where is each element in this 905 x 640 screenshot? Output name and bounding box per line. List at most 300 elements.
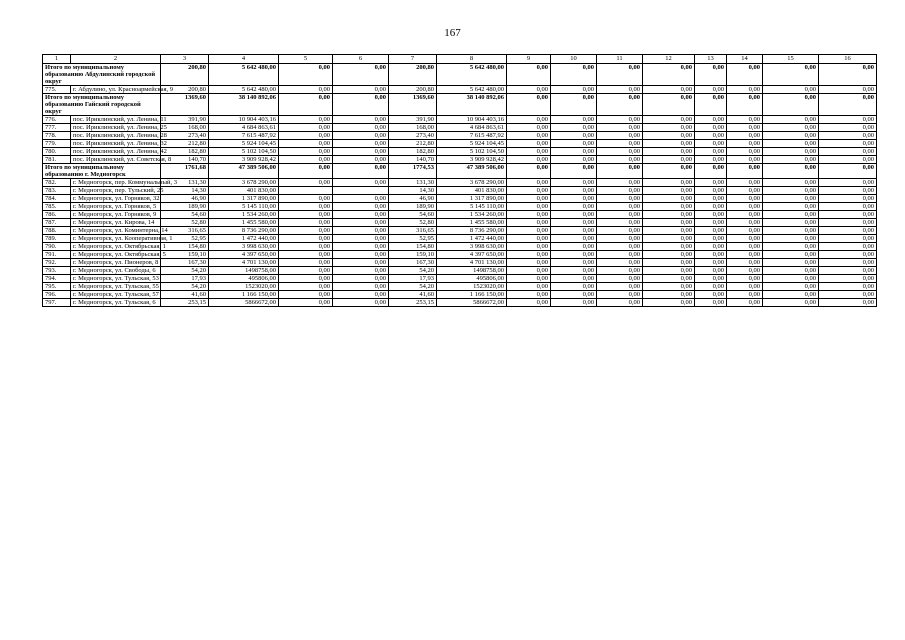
value-cell: 0,00 — [551, 219, 597, 227]
value-cell: 5 102 104,50 — [209, 148, 279, 156]
value-cell: 1 166 150,00 — [209, 291, 279, 299]
column-number-header: 14 — [727, 55, 763, 64]
value-cell: 401 830,00 — [437, 187, 507, 195]
value-cell: 0,00 — [333, 179, 389, 187]
value-cell: 0,00 — [279, 124, 333, 132]
row-index: 776. — [43, 116, 71, 124]
value-cell: 0,00 — [643, 148, 695, 156]
address-cell: пос. Ириклинский, ул. Ленина, 42 — [71, 148, 161, 156]
value-cell: 0,00 — [695, 64, 727, 86]
row-index: 788. — [43, 227, 71, 235]
value-cell: 0,00 — [727, 124, 763, 132]
value-cell: 0,00 — [643, 64, 695, 86]
value-cell: 0,00 — [551, 291, 597, 299]
value-cell: 391,90 — [161, 116, 209, 124]
value-cell: 3 909 928,42 — [437, 156, 507, 164]
value-cell: 7 615 487,92 — [209, 132, 279, 140]
page-number: 167 — [444, 27, 461, 39]
value-cell: 0,00 — [597, 267, 643, 275]
value-cell: 0,00 — [763, 195, 819, 203]
row-index: 783. — [43, 187, 71, 195]
value-cell: 0,00 — [551, 179, 597, 187]
value-cell: 1523020,00 — [209, 283, 279, 291]
value-cell: 1523020,00 — [437, 283, 507, 291]
table-row — [43, 243, 877, 251]
value-cell: 131,30 — [161, 179, 209, 187]
value-cell: 0,00 — [597, 124, 643, 132]
value-cell: 0,00 — [279, 203, 333, 211]
value-cell: 154,80 — [161, 243, 209, 251]
value-cell: 0,00 — [727, 267, 763, 275]
value-cell: 0,00 — [819, 164, 877, 179]
value-cell: 0,00 — [279, 94, 333, 116]
value-cell: 0,00 — [551, 86, 597, 94]
address-cell: г. Медногорск, ул. Тульская, 57 — [71, 291, 161, 299]
value-cell: 0,00 — [551, 64, 597, 86]
row-index: 782. — [43, 179, 71, 187]
value-cell: 0,00 — [279, 283, 333, 291]
column-number-header: 3 — [161, 55, 209, 64]
column-number-header: 10 — [551, 55, 597, 64]
value-cell: 0,00 — [333, 219, 389, 227]
value-cell: 0,00 — [763, 267, 819, 275]
value-cell: 159,10 — [161, 251, 209, 259]
table-row — [43, 116, 877, 124]
value-cell: 0,00 — [727, 156, 763, 164]
table-row — [43, 156, 877, 164]
value-cell: 0,00 — [763, 299, 819, 307]
value-cell: 14,30 — [389, 187, 437, 195]
row-index: 794. — [43, 275, 71, 283]
value-cell: 0,00 — [727, 148, 763, 156]
value-cell: 0,00 — [507, 211, 551, 219]
value-cell: 0,00 — [763, 259, 819, 267]
value-cell: 0,00 — [597, 148, 643, 156]
value-cell: 0,00 — [279, 291, 333, 299]
value-cell: 5 924 104,45 — [209, 140, 279, 148]
value-cell: 52,95 — [389, 235, 437, 243]
value-cell: 0,00 — [695, 124, 727, 132]
value-cell: 0,00 — [597, 219, 643, 227]
value-cell: 0,00 — [643, 132, 695, 140]
value-cell: 167,30 — [161, 259, 209, 267]
value-cell: 140,70 — [161, 156, 209, 164]
value-cell: 0,00 — [551, 227, 597, 235]
value-cell: 0,00 — [507, 64, 551, 86]
address-cell: г. Медногорск, ул. Горняков, 9 — [71, 211, 161, 219]
value-cell — [333, 187, 389, 195]
row-index: 778. — [43, 132, 71, 140]
value-cell: 0,00 — [597, 140, 643, 148]
value-cell: 0,00 — [279, 235, 333, 243]
value-cell: 5866672,00 — [209, 299, 279, 307]
value-cell: 0,00 — [597, 195, 643, 203]
value-cell: 0,00 — [727, 164, 763, 179]
subtotal-label: Итого по муниципальному образованию г. Медногорск — [43, 164, 161, 179]
value-cell: 1 534 260,00 — [437, 211, 507, 219]
value-cell: 0,00 — [643, 251, 695, 259]
value-cell: 401 830,00 — [209, 187, 279, 195]
value-cell: 0,00 — [279, 156, 333, 164]
value-cell: 0,00 — [695, 195, 727, 203]
value-cell: 46,90 — [161, 195, 209, 203]
value-cell: 0,00 — [763, 291, 819, 299]
value-cell: 273,40 — [161, 132, 209, 140]
value-cell: 0,00 — [551, 211, 597, 219]
value-cell: 0,00 — [763, 203, 819, 211]
value-cell: 495806,00 — [209, 275, 279, 283]
value-cell: 0,00 — [819, 140, 877, 148]
value-cell: 0,00 — [507, 235, 551, 243]
value-cell: 0,00 — [763, 227, 819, 235]
value-cell: 0,00 — [763, 219, 819, 227]
subtotal-label: Итого по муниципальному образованию Абдулинский городской округ — [43, 64, 161, 86]
column-number-header: 1 — [43, 55, 71, 64]
table-row — [43, 86, 877, 94]
value-cell: 0,00 — [551, 235, 597, 243]
value-cell: 0,00 — [695, 164, 727, 179]
value-cell: 0,00 — [551, 124, 597, 132]
value-cell: 8 736 290,00 — [209, 227, 279, 235]
address-cell: г. Медногорск, ул. Тульская, 6 — [71, 299, 161, 307]
value-cell: 0,00 — [643, 211, 695, 219]
value-cell: 0,00 — [695, 132, 727, 140]
table-row — [43, 132, 877, 140]
value-cell: 0,00 — [695, 243, 727, 251]
value-cell: 0,00 — [279, 267, 333, 275]
value-cell: 0,00 — [819, 179, 877, 187]
value-cell: 7 615 487,92 — [437, 132, 507, 140]
value-cell: 0,00 — [763, 132, 819, 140]
value-cell: 5 102 104,50 — [437, 148, 507, 156]
value-cell: 1 166 150,00 — [437, 291, 507, 299]
column-number-header: 13 — [695, 55, 727, 64]
value-cell: 0,00 — [333, 299, 389, 307]
value-cell: 0,00 — [819, 291, 877, 299]
value-cell: 1 472 440,00 — [437, 235, 507, 243]
value-cell: 0,00 — [507, 156, 551, 164]
value-cell: 0,00 — [551, 132, 597, 140]
value-cell: 0,00 — [819, 275, 877, 283]
value-cell: 0,00 — [643, 243, 695, 251]
value-cell: 52,95 — [161, 235, 209, 243]
value-cell: 0,00 — [643, 94, 695, 116]
register-table — [42, 54, 877, 307]
value-cell: 0,00 — [727, 187, 763, 195]
value-cell: 0,00 — [763, 187, 819, 195]
value-cell: 0,00 — [643, 259, 695, 267]
table-row — [43, 275, 877, 283]
value-cell: 1 455 580,00 — [209, 219, 279, 227]
value-cell: 0,00 — [763, 275, 819, 283]
value-cell: 189,90 — [161, 203, 209, 211]
address-cell: г. Абдулино, ул. Красноармейская, 9 — [71, 86, 161, 94]
value-cell: 0,00 — [763, 283, 819, 291]
value-cell: 0,00 — [727, 235, 763, 243]
value-cell: 0,00 — [695, 211, 727, 219]
address-cell: г. Медногорск, ул. Кирова, 14 — [71, 219, 161, 227]
value-cell: 0,00 — [819, 86, 877, 94]
value-cell: 0,00 — [597, 259, 643, 267]
row-index: 795. — [43, 283, 71, 291]
column-number-header: 11 — [597, 55, 643, 64]
value-cell: 0,00 — [695, 116, 727, 124]
value-cell: 168,00 — [389, 124, 437, 132]
value-cell: 0,00 — [643, 283, 695, 291]
table-body — [43, 64, 877, 307]
value-cell: 0,00 — [763, 94, 819, 116]
value-cell: 0,00 — [643, 203, 695, 211]
value-cell: 0,00 — [507, 275, 551, 283]
column-number-header: 8 — [437, 55, 507, 64]
address-cell: пос. Ириклинский, ул. Ленина, 28 — [71, 132, 161, 140]
value-cell: 5 924 104,45 — [437, 140, 507, 148]
value-cell: 0,00 — [333, 235, 389, 243]
value-cell: 0,00 — [279, 140, 333, 148]
value-cell: 54,20 — [389, 267, 437, 275]
value-cell: 0,00 — [279, 164, 333, 179]
value-cell: 4 684 863,61 — [437, 124, 507, 132]
value-cell: 0,00 — [695, 140, 727, 148]
value-cell: 5 642 480,00 — [209, 86, 279, 94]
value-cell: 0,00 — [597, 64, 643, 86]
value-cell: 495806,00 — [437, 275, 507, 283]
value-cell: 0,00 — [819, 94, 877, 116]
value-cell: 0,00 — [643, 235, 695, 243]
value-cell: 5 145 110,00 — [437, 203, 507, 211]
value-cell: 14,30 — [161, 187, 209, 195]
row-index: 790. — [43, 243, 71, 251]
value-cell: 0,00 — [727, 227, 763, 235]
value-cell: 0,00 — [507, 164, 551, 179]
value-cell: 0,00 — [695, 291, 727, 299]
value-cell: 3 998 630,00 — [437, 243, 507, 251]
value-cell: 4 397 650,00 — [209, 251, 279, 259]
value-cell: 3 998 630,00 — [209, 243, 279, 251]
value-cell: 0,00 — [643, 275, 695, 283]
row-index: 787. — [43, 219, 71, 227]
value-cell: 52,80 — [161, 219, 209, 227]
value-cell: 1 317 890,00 — [437, 195, 507, 203]
value-cell: 0,00 — [333, 156, 389, 164]
value-cell: 0,00 — [695, 259, 727, 267]
value-cell: 0,00 — [763, 211, 819, 219]
row-index: 793. — [43, 267, 71, 275]
value-cell: 0,00 — [763, 116, 819, 124]
address-cell: г. Медногорск, ул. Свободы, 6 — [71, 267, 161, 275]
value-cell: 182,80 — [389, 148, 437, 156]
value-cell: 0,00 — [507, 291, 551, 299]
value-cell: 0,00 — [819, 219, 877, 227]
value-cell: 273,40 — [389, 132, 437, 140]
address-cell: г. Медногорск, пер. Коммунальный, 3 — [71, 179, 161, 187]
value-cell: 0,00 — [695, 235, 727, 243]
table-row — [43, 203, 877, 211]
value-cell: 0,00 — [333, 94, 389, 116]
value-cell: 0,00 — [727, 195, 763, 203]
value-cell: 0,00 — [727, 299, 763, 307]
value-cell: 0,00 — [819, 124, 877, 132]
value-cell: 0,00 — [763, 140, 819, 148]
value-cell: 0,00 — [695, 187, 727, 195]
value-cell: 0,00 — [819, 64, 877, 86]
column-number-header: 12 — [643, 55, 695, 64]
table-row — [43, 124, 877, 132]
value-cell: 0,00 — [695, 156, 727, 164]
row-index: 791. — [43, 251, 71, 259]
value-cell: 54,60 — [389, 211, 437, 219]
value-cell: 0,00 — [279, 227, 333, 235]
value-cell: 0,00 — [643, 187, 695, 195]
value-cell: 0,00 — [727, 94, 763, 116]
value-cell: 0,00 — [695, 203, 727, 211]
value-cell: 0,00 — [727, 243, 763, 251]
value-cell: 1369,60 — [389, 94, 437, 116]
value-cell: 253,15 — [161, 299, 209, 307]
row-index: 777. — [43, 124, 71, 132]
value-cell: 0,00 — [333, 243, 389, 251]
value-cell: 0,00 — [643, 299, 695, 307]
address-cell: пос. Ириклинский, ул. Ленина, 25 — [71, 124, 161, 132]
value-cell: 0,00 — [695, 283, 727, 291]
value-cell: 0,00 — [763, 148, 819, 156]
value-cell: 0,00 — [695, 86, 727, 94]
value-cell: 0,00 — [551, 94, 597, 116]
value-cell: 3 909 928,42 — [209, 156, 279, 164]
value-cell: 0,00 — [597, 227, 643, 235]
value-cell: 0,00 — [551, 116, 597, 124]
value-cell: 0,00 — [727, 211, 763, 219]
value-cell: 0,00 — [695, 219, 727, 227]
address-cell: г. Медногорск, ул. Горняков, 5 — [71, 203, 161, 211]
table-row — [43, 187, 877, 195]
row-index: 797. — [43, 299, 71, 307]
value-cell: 0,00 — [333, 275, 389, 283]
value-cell: 0,00 — [643, 219, 695, 227]
value-cell: 0,00 — [643, 164, 695, 179]
value-cell: 5 642 480,00 — [437, 64, 507, 86]
row-index: 796. — [43, 291, 71, 299]
value-cell: 0,00 — [763, 179, 819, 187]
value-cell: 0,00 — [507, 124, 551, 132]
value-cell: 0,00 — [279, 299, 333, 307]
table-row — [43, 251, 877, 259]
value-cell: 54,20 — [389, 283, 437, 291]
value-cell: 1 455 580,00 — [437, 219, 507, 227]
value-cell: 0,00 — [819, 259, 877, 267]
value-cell: 0,00 — [643, 267, 695, 275]
value-cell: 0,00 — [819, 299, 877, 307]
value-cell: 0,00 — [333, 259, 389, 267]
value-cell: 0,00 — [819, 187, 877, 195]
table-row — [43, 283, 877, 291]
value-cell: 0,00 — [727, 86, 763, 94]
value-cell: 0,00 — [597, 164, 643, 179]
value-cell: 0,00 — [507, 267, 551, 275]
value-cell: 0,00 — [597, 156, 643, 164]
table-row — [43, 267, 877, 275]
value-cell: 0,00 — [333, 267, 389, 275]
value-cell: 5 642 480,00 — [437, 86, 507, 94]
value-cell: 168,00 — [161, 124, 209, 132]
value-cell: 0,00 — [279, 219, 333, 227]
value-cell: 0,00 — [763, 124, 819, 132]
value-cell: 154,80 — [389, 243, 437, 251]
value-cell: 0,00 — [279, 64, 333, 86]
value-cell: 0,00 — [279, 195, 333, 203]
row-index: 781. — [43, 156, 71, 164]
value-cell: 0,00 — [819, 132, 877, 140]
column-number-header: 15 — [763, 55, 819, 64]
value-cell: 0,00 — [507, 94, 551, 116]
address-cell: г. Медногорск, пер. Тульский, 25 — [71, 187, 161, 195]
column-number-header: 2 — [71, 55, 161, 64]
value-cell: 17,93 — [161, 275, 209, 283]
value-cell: 0,00 — [333, 283, 389, 291]
value-cell: 0,00 — [279, 132, 333, 140]
table-row — [43, 195, 877, 203]
value-cell: 0,00 — [333, 195, 389, 203]
value-cell: 0,00 — [763, 64, 819, 86]
value-cell: 0,00 — [819, 267, 877, 275]
value-cell: 0,00 — [695, 267, 727, 275]
address-cell: г. Медногорск, ул. Тульская, 53 — [71, 275, 161, 283]
value-cell: 1 534 260,00 — [209, 211, 279, 219]
value-cell: 0,00 — [507, 203, 551, 211]
value-cell: 0,00 — [279, 179, 333, 187]
value-cell: 253,15 — [389, 299, 437, 307]
value-cell: 0,00 — [507, 148, 551, 156]
value-cell: 0,00 — [727, 251, 763, 259]
column-number-header: 9 — [507, 55, 551, 64]
value-cell: 0,00 — [507, 299, 551, 307]
value-cell: 0,00 — [597, 251, 643, 259]
value-cell: 0,00 — [763, 86, 819, 94]
value-cell: 0,00 — [819, 251, 877, 259]
value-cell: 0,00 — [819, 116, 877, 124]
value-cell: 182,80 — [161, 148, 209, 156]
value-cell: 0,00 — [597, 116, 643, 124]
value-cell: 0,00 — [643, 116, 695, 124]
column-number-header: 7 — [389, 55, 437, 64]
value-cell: 0,00 — [597, 235, 643, 243]
value-cell: 0,00 — [507, 283, 551, 291]
table-row — [43, 211, 877, 219]
value-cell: 0,00 — [333, 227, 389, 235]
address-cell: г. Медногорск, ул. Горняков, 32 — [71, 195, 161, 203]
value-cell: 8 736 290,00 — [437, 227, 507, 235]
value-cell: 0,00 — [333, 116, 389, 124]
value-cell: 46,90 — [389, 195, 437, 203]
value-cell: 0,00 — [727, 179, 763, 187]
value-cell: 0,00 — [819, 243, 877, 251]
value-cell: 0,00 — [727, 275, 763, 283]
value-cell: 0,00 — [819, 211, 877, 219]
value-cell: 4 701 130,00 — [209, 259, 279, 267]
table-row — [43, 291, 877, 299]
value-cell: 10 904 403,16 — [209, 116, 279, 124]
value-cell: 0,00 — [551, 195, 597, 203]
value-cell: 0,00 — [727, 259, 763, 267]
value-cell: 0,00 — [333, 132, 389, 140]
value-cell: 212,80 — [161, 140, 209, 148]
value-cell: 0,00 — [643, 124, 695, 132]
value-cell: 0,00 — [279, 251, 333, 259]
value-cell: 0,00 — [333, 291, 389, 299]
value-cell: 391,90 — [389, 116, 437, 124]
value-cell: 38 140 892,06 — [437, 94, 507, 116]
value-cell: 0,00 — [643, 179, 695, 187]
